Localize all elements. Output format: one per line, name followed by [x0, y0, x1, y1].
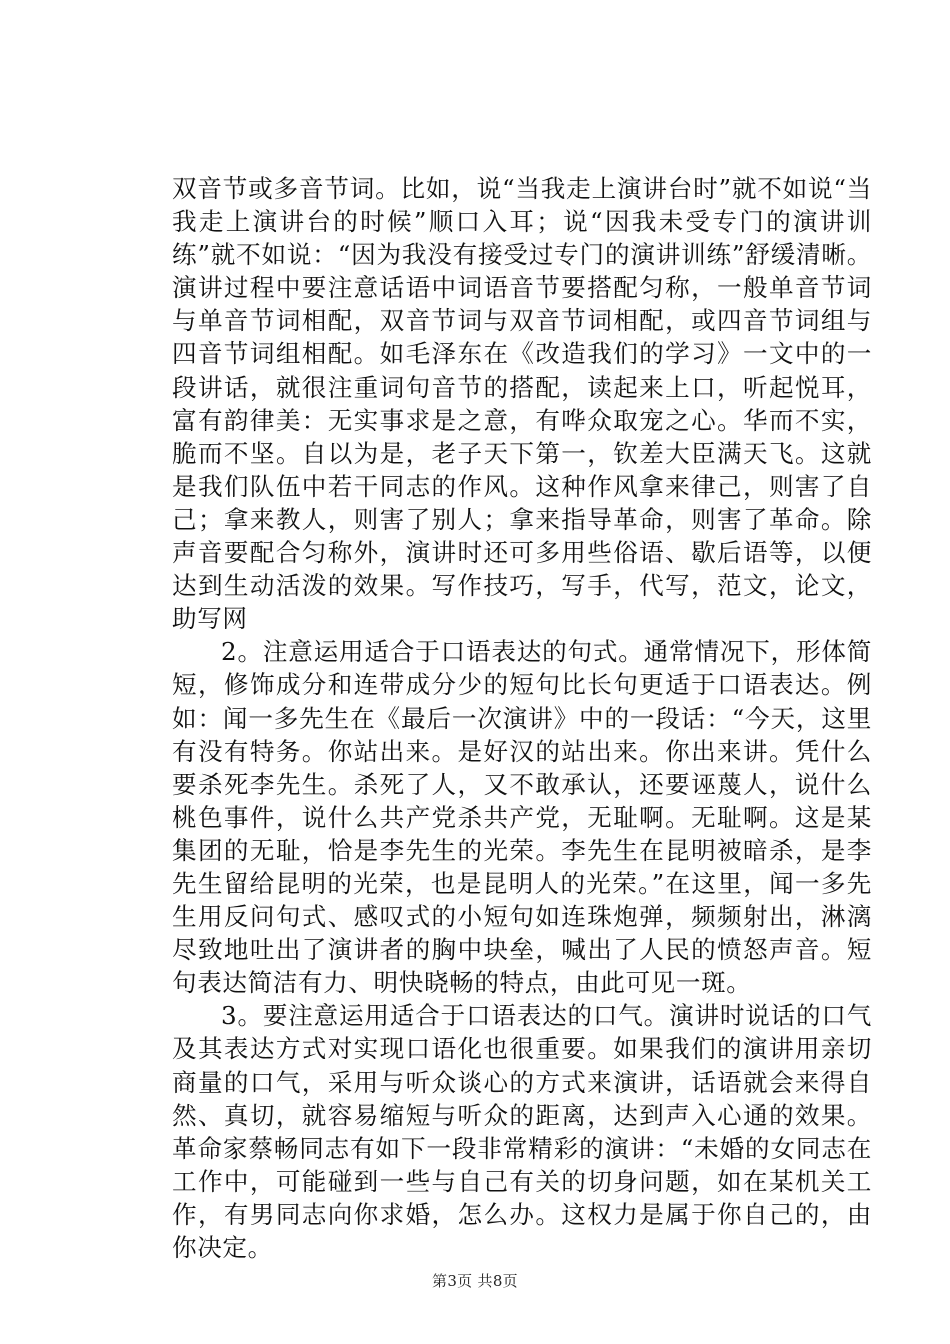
document-body — [172, 172, 872, 1264]
page-footer: 第3页 共8页 — [432, 1272, 518, 1290]
paragraph-item-2: 2。注意运用适合于口语表达的句式。通常情况下，形体简短，修饰成分和连带成分少的短句比长句更适于口语表达。例如：闻一多先生在《最后一次演讲》中的一段话：“今天，这里有没有特务。你站出来。是好汉的站出来。你出来讲。凭什么要杀死李先生。杀死了人，又不敢承认，还要诬蔑人，说什么桃色事件，说什么共产党杀共产党，无耻啊。无耻啊。这是某集团的无耻，恰是李先生的光荣。李先生在昆明被暗杀，是李先生留给昆明的光荣，也是昆明人的光荣。”在这里，闻一多先生用反问句式、感叹式的小短句如连珠炮弹，频频射出，淋漓尽致地吐出了演讲者的胸中块垒，喊出了人民的愤怒声音。短句表达简洁有力、明快晓畅的特点，由此可见一斑。 — [172, 637, 872, 998]
paragraph-item-3: 3。要注意运用适合于口语表达的口气。演讲时说话的口气及其表达方式对实现口语化也很重要。如果我们的演讲用亲切商量的口气，采用与听众谈心的方式来演讲，话语就会来得自然、真切，就容易缩短与听众的距离，达到声入心通的效果。革命家蔡畅同志有如下一段非常精彩的演讲：“未婚的女同志在工作中，可能碰到一些与自己有关的切身问题，如在某机关工作，有男同志向你求婚，怎么办。这权力是属于你自己的，由你决定。 — [172, 1001, 872, 1262]
paragraph-continued: 双音节或多音节词。比如，说“当我走上演讲台时”就不如说“当我走上演讲台的时候”顺口入耳；说“因我未受专门的演讲训练”就不如说：“因为我没有接受过专门的演讲训练”舒缓清晰。演讲过程中要注意话语中词语音节要搭配匀称，一般单音节词与单音节词相配，双音节词与双音节词相配，或四音节词组与四音节词组相配。如毛泽东在《改造我们的学习》一文中的一段讲话，就很注重词句音节的搭配，读起来上口，听起悦耳，富有韵律美：无实事求是之意，有哗众取宠之心。华而不实，脆而不坚。自以为是，老子天下第一，钦差大臣满天飞。这就是我们队伍中若干同志的作风。这种作风拿来律己，则害了自己；拿来教人，则害了别人；拿来指导革命，则害了革命。除声音要配合匀称外，演讲时还可多用些俗语、歇后语等，以便达到生动活泼的效果。写作技巧，写手，代写，范文，论文，助写网 — [172, 174, 872, 634]
